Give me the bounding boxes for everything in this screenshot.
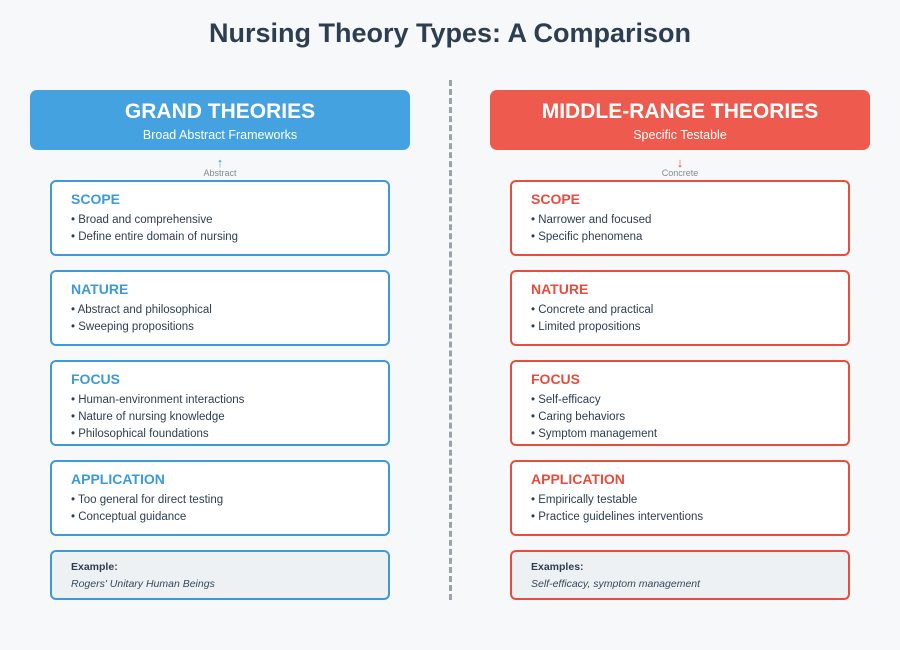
example-label: Examples: bbox=[531, 561, 584, 573]
grand-example-box bbox=[50, 550, 390, 600]
middle-range-card-focus bbox=[510, 360, 850, 446]
example-value: Rogers' Unitary Human Beings bbox=[71, 578, 215, 590]
card-title: SCOPE bbox=[71, 191, 121, 207]
card-item: • Human-environment interactions bbox=[71, 394, 245, 406]
card-item: • Caring behaviors bbox=[531, 411, 626, 423]
grand-header bbox=[30, 90, 410, 150]
card-item: • Too general for direct testing bbox=[71, 494, 224, 506]
header-subtitle: Specific Testable bbox=[633, 128, 727, 142]
middle-range-card-application bbox=[510, 460, 850, 536]
middle-range-card-nature bbox=[510, 270, 850, 346]
header-title: MIDDLE-RANGE THEORIES bbox=[541, 100, 819, 123]
card-item: • Empirically testable bbox=[531, 494, 638, 506]
card-item: • Broad and comprehensive bbox=[71, 214, 213, 226]
middle-range-example-box bbox=[510, 550, 850, 600]
card-title: SCOPE bbox=[531, 191, 581, 207]
card-item: • Sweeping propositions bbox=[71, 321, 194, 333]
card-item: • Conceptual guidance bbox=[71, 511, 187, 523]
card-item: • Practice guidelines interventions bbox=[531, 511, 704, 523]
card-item: • Concrete and practical bbox=[531, 304, 654, 316]
card-title: NATURE bbox=[71, 281, 129, 297]
grand-card-nature bbox=[50, 270, 390, 346]
card-item: • Limited propositions bbox=[531, 321, 641, 333]
middle-range-arrow-indicator bbox=[630, 155, 730, 178]
arrow-up-icon: ↑ bbox=[216, 155, 224, 170]
card-title: FOCUS bbox=[71, 371, 120, 387]
card-item: • Abstract and philosophical bbox=[71, 304, 212, 316]
arrow-label: Abstract bbox=[203, 168, 237, 178]
card-title: FOCUS bbox=[531, 371, 580, 387]
card-title: APPLICATION bbox=[71, 471, 165, 487]
grand-card-application bbox=[50, 460, 390, 536]
card-item: • Specific phenomena bbox=[531, 231, 643, 243]
card-item: • Philosophical foundations bbox=[71, 428, 209, 440]
grand-card-scope bbox=[50, 180, 390, 256]
arrow-down-icon: ↓ bbox=[676, 155, 684, 170]
card-title: NATURE bbox=[531, 281, 589, 297]
card-title: APPLICATION bbox=[531, 471, 625, 487]
grand-arrow-indicator bbox=[170, 155, 270, 178]
card-item: • Define entire domain of nursing bbox=[71, 231, 239, 243]
card-item: • Self-efficacy bbox=[531, 394, 601, 406]
header-title: GRAND THEORIES bbox=[124, 100, 316, 123]
card-item: • Narrower and focused bbox=[531, 214, 652, 226]
center-divider bbox=[449, 80, 452, 600]
example-value: Self-efficacy, symptom management bbox=[531, 578, 701, 590]
card-item: • Nature of nursing knowledge bbox=[71, 411, 225, 423]
example-label: Example: bbox=[71, 561, 118, 573]
page-title: Nursing Theory Types: A Comparison bbox=[208, 18, 692, 48]
middle-range-header bbox=[490, 90, 870, 150]
middle-range-card-scope bbox=[510, 180, 850, 256]
header-subtitle: Broad Abstract Frameworks bbox=[142, 128, 298, 142]
card-item: • Symptom management bbox=[531, 428, 658, 440]
arrow-label: Concrete bbox=[661, 168, 699, 178]
grand-card-focus bbox=[50, 360, 390, 446]
